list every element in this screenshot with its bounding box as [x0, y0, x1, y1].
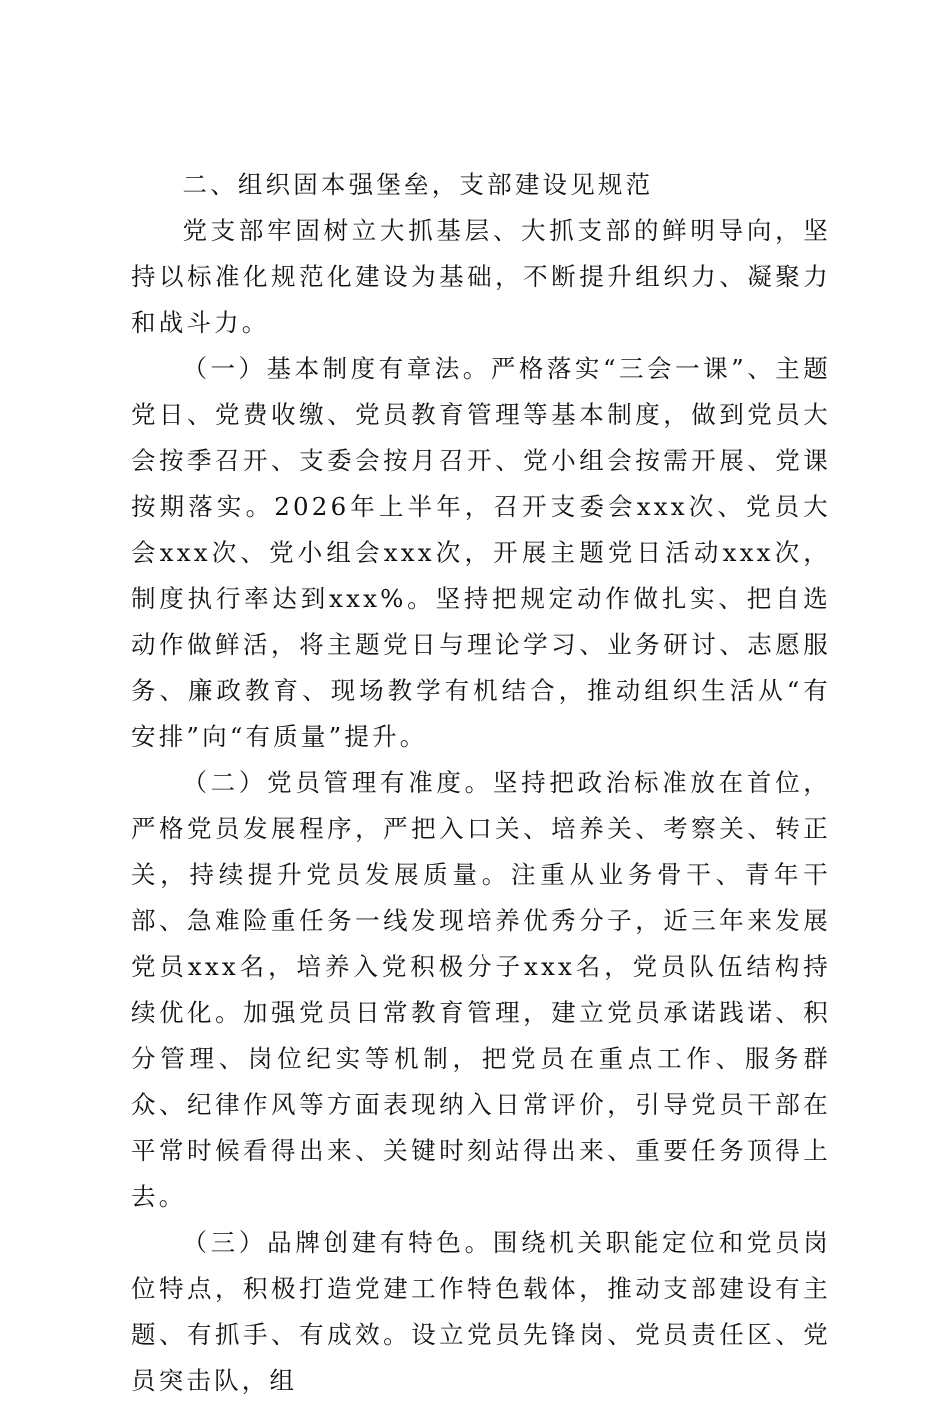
document-body	[131, 162, 831, 1404]
paragraph-intro: 党支部牢固树立大抓基层、大抓支部的鲜明导向，坚持以标准化规范化建设为基础，不断提升组织力、凝聚力和战斗力。	[131, 216, 831, 337]
paragraph-member-management: （二）党员管理有准度。坚持把政治标准放在首位，严格党员发展程序，严把入口关、培养关、考察关、转正关，持续提升党员发展质量。注重从业务骨干、青年干部、急难险重任务一线发现培养优秀分子，近三年来发展党员xxx名，培养入党积极分子xxx名，党员队伍结构持续优化。加强党员日常教育管理，建立党员承诺践诺、积分管理、岗位纪实等机制，把党员在重点工作、服务群众、纪律作风等方面表现纳入日常评价，引导党员干部在平常时候看得出来、关键时刻站得出来、重要任务顶得上去。	[131, 768, 831, 1211]
paragraph-basic-system: （一）基本制度有章法。严格落实“三会一课”、主题党日、党费收缴、党员教育管理等基本制度，做到党员大会按季召开、支委会按月召开、党小组会按需开展、党课按期落实。2026年上半年，召开支委会xxx次、党员大会xxx次、党小组会xxx次，开展主题党日活动xxx次，制度执行率达到xxx%。坚持把规定动作做扎实、把自选动作做鲜活，将主题党日与理论学习、业务研讨、志愿服务、廉政教育、现场教学有机结合，推动组织生活从“有安排”向“有质量”提升。	[131, 354, 831, 751]
section-heading: 二、组织固本强堡垒，支部建设见规范	[182, 170, 654, 199]
paragraph-brand-building: （三）品牌创建有特色。围绕机关职能定位和党员岗位特点，积极打造党建工作特色载体，推动支部建设有主题、有抓手、有成效。设立党员先锋岗、党员责任区、党员突击队，组	[131, 1228, 831, 1395]
